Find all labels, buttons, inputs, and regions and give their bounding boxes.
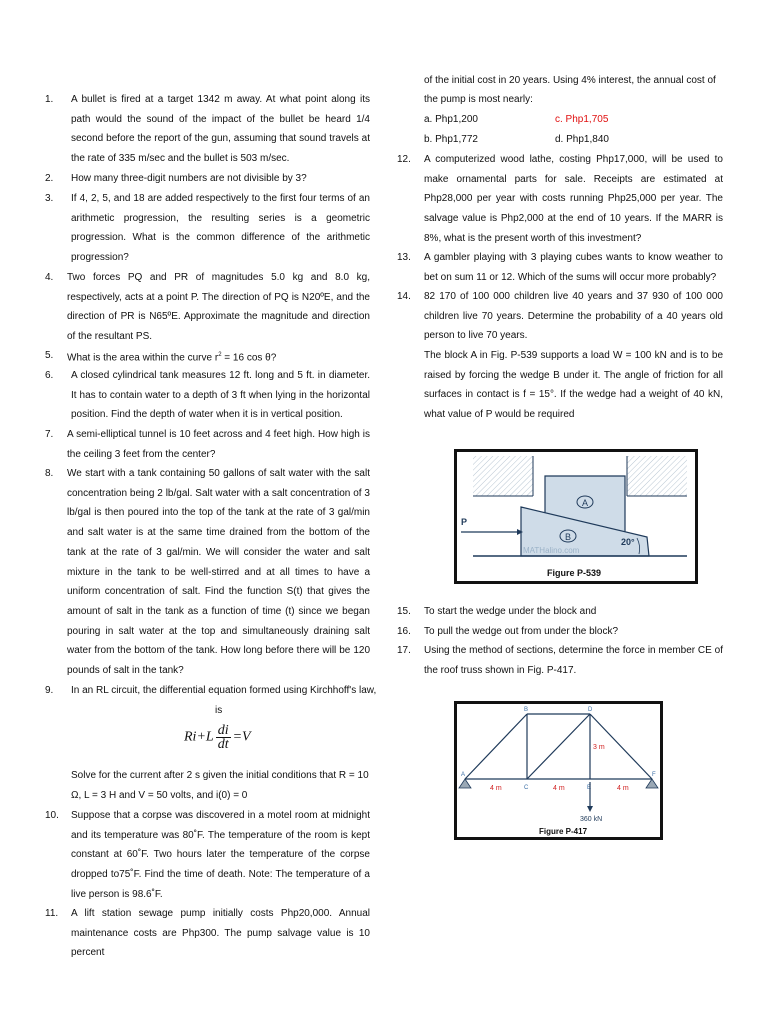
question-text: We start with a tank containing 50 gallons of salt water with the salt concentration being 2 lb/gal. Salt water with a salt concentration of 3 lb/gal is then poured into the top of the tank at the rate of 3 gal/min and salt water is at the same time drained from the bottom of the tank at the rate of 3 gal/min. We will consider the water and salt mixture in the tank to be well-stirred and at all times to have a uniform concentration of salt. Find the function S(t) that gives the amount of salt in the tank as a function of time (t) since we began pouring in salt water at the top and simultaneously draining salt water from the bottom of the tank. How long before there will be 120 pounds of salt in the tank?: [67, 468, 370, 677]
node-label: B: [524, 707, 529, 713]
question-text: If 4, 2, 5, and 18 are added respectively to the first four terms of an arithmetic progression, the resulting series is a geometric progression. What is the common difference of the arithmetic progression?: [71, 193, 370, 264]
node-label: E: [587, 785, 592, 791]
node-label: C: [524, 785, 529, 791]
question-text-line1: Solve for the current after 2 s given the initial conditions that R = 10: [71, 770, 369, 781]
question-11-continuation: of the initial cost in 20 years. Using 4% interest, the annual cost of: [424, 75, 716, 86]
choice-d: d. Php1,840: [555, 134, 609, 145]
question-text: To start the wedge under the block and: [424, 606, 597, 617]
question-number: 6.: [45, 370, 54, 381]
question-number: 11.: [45, 908, 59, 919]
question-text: Using the method of sections, determine the force in member CE of the roof truss shown in Fig. P-417.: [424, 645, 723, 676]
choice-a: a. Php1,200: [424, 114, 478, 125]
figure-caption: Figure P-417: [539, 827, 588, 836]
angle-label: 20°: [621, 537, 635, 547]
question-number: 17.: [397, 645, 411, 656]
wedge-diagram: [457, 452, 695, 581]
load-label: 360 kN: [580, 816, 603, 823]
figure-caption: Figure P-539: [547, 568, 602, 578]
node-label: A: [461, 772, 466, 778]
block-a-label: A: [582, 498, 589, 508]
question-number: 15.: [397, 606, 411, 617]
question-number: 10.: [45, 810, 59, 821]
truss-members: [465, 714, 652, 779]
question-text: How many three-digit numbers are not divisible by 3?: [71, 173, 307, 184]
question-text: A gambler playing with 3 playing cubes wants to know weather to bet on sum 11 or 12. Which of the sums will occur more probably?: [424, 252, 723, 283]
question-text: A closed cylindrical tank measures 12 ft. long and 5 ft. in diameter. It has to contain water to a depth of 3 ft when lying in the horizontal position. Find the depth of water when it is in vertical position.: [71, 370, 370, 421]
figure-p539: [454, 449, 698, 584]
question-text: To pull the wedge out from under the block?: [424, 626, 619, 637]
question-number: 8.: [45, 468, 54, 479]
question-text-line2: Ω, L = 3 H and V = 50 volts, and i(0) = 0: [71, 790, 248, 801]
force-p-label: P: [461, 517, 468, 527]
question-text: A computerized wood lathe, costing Php17,000, will be used to make ornamental parts for sale. Receipts are estimated at Php28,000 per year with costs running Php25,000 per year. The salvage value is Php2,000 at the end of 10 years. If the MARR is 8%, what is the present worth of this investment?: [424, 154, 723, 244]
node-label: D: [588, 707, 593, 713]
figure-p417: [454, 701, 663, 840]
wedge-b-label: B: [565, 532, 572, 542]
question-text: Suppose that a corpse was discovered in a motel room at midnight and its temperature was 80˚F. The temperature of the room is kept constant at 60˚F. Two hours later the temperature of the corpse dropped to75˚F. Find the time of death. Note: The temperature of a live person is 98.6˚F.: [71, 810, 370, 900]
question-number: 5.: [45, 350, 54, 361]
question-number: 7.: [45, 429, 54, 440]
question-number: 2.: [45, 173, 54, 184]
question-text: A lift station sewage pump initially costs Php20,000. Annual maintenance costs are Php300. The pump salvage value is 10 percent: [71, 908, 370, 959]
question-number: 14.: [397, 291, 411, 302]
choice-b: b. Php1,772: [424, 134, 478, 145]
question-number: 16.: [397, 626, 411, 637]
question-text: Two forces PQ and PR of magnitudes 5.0 kg and 8.0 kg, respectively, acts at a point P. The direction of PQ is N20ºE, and the direction of PR is N65ºE. Approximate the magnitude and direction of the resultant PS.: [67, 272, 370, 343]
rl-formula: Ri+L $\frac{di}{dt}$ =V: [184, 723, 251, 752]
node-label: F: [652, 772, 656, 778]
question-number: 4.: [45, 272, 54, 283]
truss-diagram: [457, 704, 660, 837]
support-a: [459, 779, 471, 788]
support-f: [646, 779, 658, 788]
question-11-continuation: the pump is most nearly:: [424, 94, 533, 105]
span-dimension: 4 m: [617, 785, 629, 792]
choice-c-highlighted: c. Php1,705: [555, 114, 609, 125]
watermark: MATHalino.com: [523, 546, 580, 555]
question-text: What is the area within the curve $r^2 = 16$ cos θ?: [67, 352, 277, 364]
span-dimension: 4 m: [553, 785, 565, 792]
question-text: 82 170 of 100 000 children live 40 years and 37 930 of 100 000 children live 70 years. Determine the probability of a 40 years old person to live 70 years.: [424, 291, 723, 342]
question-number: 1.: [45, 94, 54, 105]
question-text-is: is: [215, 705, 223, 716]
question-number: 12.: [397, 154, 411, 165]
question-number: 13.: [397, 252, 411, 263]
question-text: A semi-elliptical tunnel is 10 feet across and 4 feet high. How high is the ceiling 3 feet from the center?: [67, 429, 370, 460]
span-dimension: 4 m: [490, 785, 502, 792]
wedge-problem-intro: The block A in Fig. P-539 supports a load W = 100 kN and is to be raised by forcing the wedge B under it. The angle of friction for all surfaces in contact is f = 15°. If the wedge had a weight of 40 kN, what value of P would be required: [424, 350, 723, 421]
height-dimension: 3 m: [593, 744, 605, 751]
question-number: 3.: [45, 193, 54, 204]
question-text: In an RL circuit, the differential equation formed using Kirchhoff's law,: [71, 685, 377, 696]
question-number: 9.: [45, 685, 54, 696]
question-text: A bullet is fired at a target 1342 m away. At what point along its path would the sound of the impact of the bullet be heard 1/4 second before the report of the gun, assuming that sound travels at the rate of 335 m/sec and the bullet is 503 m/sec.: [71, 94, 370, 165]
